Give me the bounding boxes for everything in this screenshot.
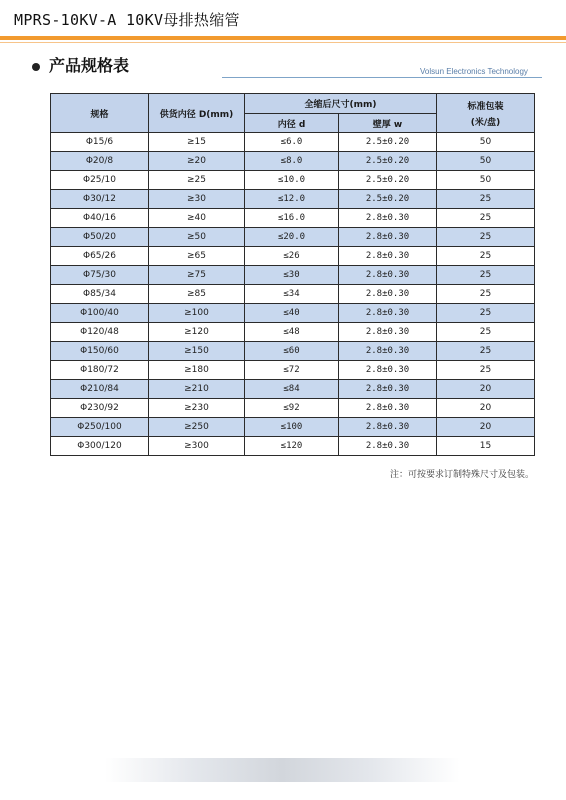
cell-package: 25: [437, 228, 535, 247]
cell-package: 25: [437, 304, 535, 323]
cell-supply-id: ≥75: [149, 266, 245, 285]
section-heading: 产品规格表: [49, 56, 130, 75]
cell-inner: ≤6.0: [245, 133, 339, 152]
cell-supply-id: ≥15: [149, 133, 245, 152]
cell-wall: 2.8±0.30: [339, 228, 437, 247]
cell-supply-id: ≥250: [149, 418, 245, 437]
cell-spec: Φ15/6: [51, 133, 149, 152]
table-row: [51, 171, 535, 190]
table-row: [51, 361, 535, 380]
table-row: [51, 342, 535, 361]
cell-inner: ≤20.0: [245, 228, 339, 247]
cell-package: 15: [437, 437, 535, 456]
cell-supply-id: ≥85: [149, 285, 245, 304]
cell-spec: Φ120/48: [51, 323, 149, 342]
cell-spec: Φ180/72: [51, 361, 149, 380]
cell-inner: ≤26: [245, 247, 339, 266]
cell-package: 25: [437, 190, 535, 209]
cell-inner: ≤8.0: [245, 152, 339, 171]
cell-package: 20: [437, 380, 535, 399]
cell-spec: Φ250/100: [51, 418, 149, 437]
table-row: [51, 152, 535, 171]
cell-spec: Φ300/120: [51, 437, 149, 456]
cell-wall: 2.8±0.30: [339, 418, 437, 437]
cell-package: 50: [437, 171, 535, 190]
cell-package: 25: [437, 247, 535, 266]
cell-supply-id: ≥40: [149, 209, 245, 228]
cell-spec: Φ50/20: [51, 228, 149, 247]
cell-supply-id: ≥20: [149, 152, 245, 171]
cell-inner: ≤30: [245, 266, 339, 285]
bullet-icon: [32, 63, 40, 71]
cell-supply-id: ≥230: [149, 399, 245, 418]
table-row: [51, 133, 535, 152]
cell-supply-id: ≥65: [149, 247, 245, 266]
title-underline-thin: [0, 42, 566, 43]
cell-spec: Φ230/92: [51, 399, 149, 418]
cell-inner: ≤12.0: [245, 190, 339, 209]
cell-spec: Φ30/12: [51, 190, 149, 209]
cell-supply-id: ≥100: [149, 304, 245, 323]
cell-wall: 2.8±0.30: [339, 304, 437, 323]
cell-package: 25: [437, 266, 535, 285]
cell-wall: 2.8±0.30: [339, 380, 437, 399]
cell-spec: Φ25/10: [51, 171, 149, 190]
table-row: [51, 285, 535, 304]
cell-package: 50: [437, 133, 535, 152]
cell-wall: 2.8±0.30: [339, 209, 437, 228]
cell-spec: Φ20/8: [51, 152, 149, 171]
cell-inner: ≤72: [245, 361, 339, 380]
cell-wall: 2.8±0.30: [339, 437, 437, 456]
table-row: [51, 266, 535, 285]
cell-spec: Φ150/60: [51, 342, 149, 361]
document-title: MPRS-10KV-A 10KV母排热缩管: [14, 11, 240, 29]
cell-inner: ≤48: [245, 323, 339, 342]
cell-package: 25: [437, 323, 535, 342]
cell-inner: ≤34: [245, 285, 339, 304]
cell-supply-id: ≥300: [149, 437, 245, 456]
header-package-line2: (米/盘): [470, 117, 501, 128]
company-divider: [222, 77, 542, 78]
footnote: 注：可按要求订制特殊尺寸及包装。: [389, 470, 534, 480]
cell-package: 20: [437, 399, 535, 418]
cell-wall: 2.5±0.20: [339, 171, 437, 190]
cell-package: 25: [437, 209, 535, 228]
cell-supply-id: ≥30: [149, 190, 245, 209]
cell-inner: ≤10.0: [245, 171, 339, 190]
cell-wall: 2.8±0.30: [339, 342, 437, 361]
cell-spec: Φ85/34: [51, 285, 149, 304]
header-recovered: 全缩后尺寸(mm): [245, 94, 437, 114]
cell-inner: ≤92: [245, 399, 339, 418]
cell-inner: ≤16.0: [245, 209, 339, 228]
header-spec: 规格: [51, 94, 149, 133]
cell-wall: 2.8±0.30: [339, 361, 437, 380]
cell-spec: Φ65/26: [51, 247, 149, 266]
cell-wall: 2.5±0.20: [339, 152, 437, 171]
header-package: [437, 94, 535, 133]
header-inner: 内径 d: [245, 114, 339, 133]
table-row: [51, 437, 535, 456]
cell-wall: 2.5±0.20: [339, 133, 437, 152]
cell-spec: Φ100/40: [51, 304, 149, 323]
cell-supply-id: ≥180: [149, 361, 245, 380]
cell-supply-id: ≥50: [149, 228, 245, 247]
header-supply-id: 供货内径 D(mm): [149, 94, 245, 133]
cell-wall: 2.8±0.30: [339, 266, 437, 285]
cell-wall: 2.8±0.30: [339, 399, 437, 418]
cell-wall: 2.5±0.20: [339, 190, 437, 209]
company-name: Volsun Electronics Technology: [420, 67, 528, 76]
header-wall: 壁厚 w: [339, 114, 437, 133]
cell-supply-id: ≥25: [149, 171, 245, 190]
table-row: [51, 380, 535, 399]
table-row: [51, 190, 535, 209]
cell-inner: ≤100: [245, 418, 339, 437]
cell-wall: 2.8±0.30: [339, 323, 437, 342]
cell-inner: ≤84: [245, 380, 339, 399]
cell-inner: ≤120: [245, 437, 339, 456]
table-row: [51, 323, 535, 342]
table-row: [51, 399, 535, 418]
table-row: [51, 209, 535, 228]
cell-package: 25: [437, 342, 535, 361]
footer-gradient-bar: [105, 758, 460, 782]
cell-wall: 2.8±0.30: [339, 285, 437, 304]
table-row: [51, 418, 535, 437]
title-underline: [0, 36, 566, 40]
cell-spec: Φ40/16: [51, 209, 149, 228]
cell-package: 20: [437, 418, 535, 437]
cell-package: 25: [437, 361, 535, 380]
cell-spec: Φ210/84: [51, 380, 149, 399]
header-package-line1: 标准包装: [467, 101, 504, 112]
cell-inner: ≤40: [245, 304, 339, 323]
cell-supply-id: ≥120: [149, 323, 245, 342]
cell-package: 50: [437, 152, 535, 171]
cell-supply-id: ≥210: [149, 380, 245, 399]
cell-package: 25: [437, 285, 535, 304]
cell-inner: ≤60: [245, 342, 339, 361]
cell-supply-id: ≥150: [149, 342, 245, 361]
spec-table: [50, 93, 535, 456]
cell-wall: 2.8±0.30: [339, 247, 437, 266]
cell-spec: Φ75/30: [51, 266, 149, 285]
table-row: [51, 304, 535, 323]
table-row: [51, 228, 535, 247]
table-row: [51, 247, 535, 266]
